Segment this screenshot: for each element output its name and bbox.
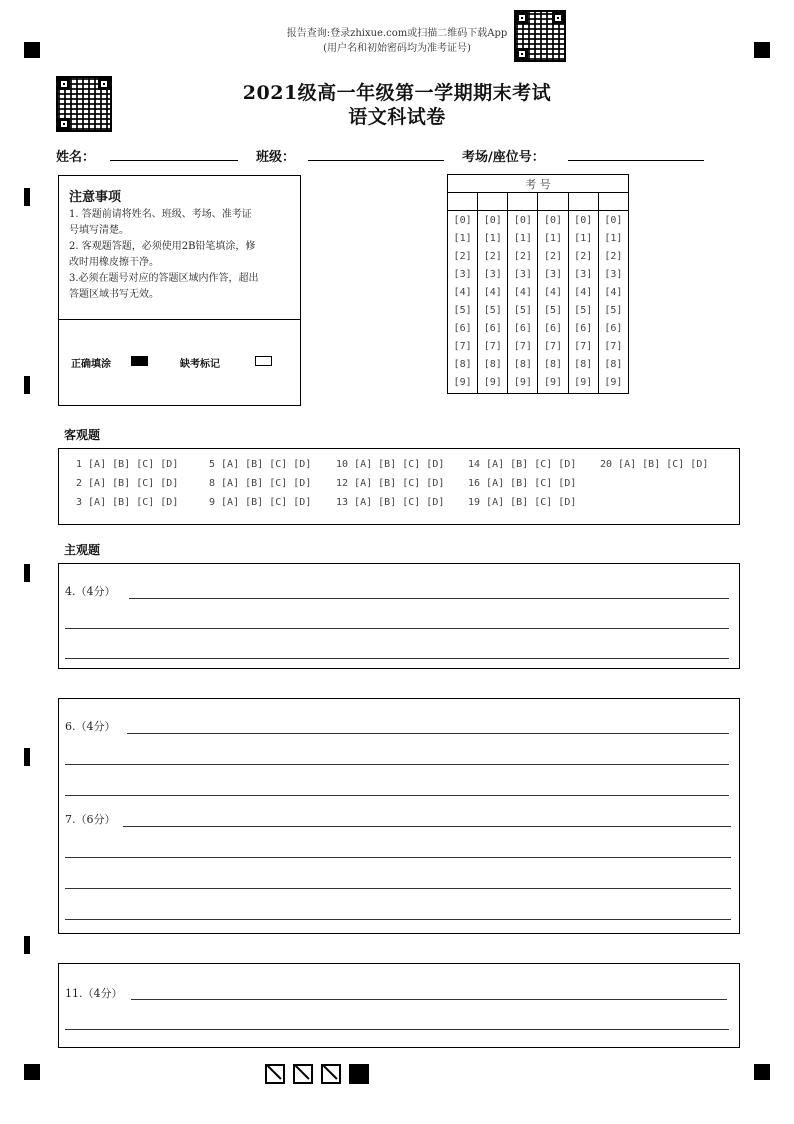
subjective-section-title: 主观题 <box>64 543 101 557</box>
digit-option[interactable]: [0] <box>544 215 563 226</box>
answer-box-q6-q7 <box>58 698 740 934</box>
question-4-label: 4.（4分） <box>65 585 116 598</box>
digit-option[interactable]: [5] <box>513 305 532 316</box>
answer-line[interactable] <box>65 795 729 796</box>
exam-number-column <box>568 211 598 394</box>
mcq-item[interactable]: 3 [A] [B] [C] [D] <box>76 497 179 508</box>
digit-option[interactable]: [1] <box>544 233 563 244</box>
digit-option[interactable]: [7] <box>574 341 593 352</box>
digit-option[interactable]: [1] <box>513 233 532 244</box>
answer-line[interactable] <box>65 857 731 858</box>
mcq-item[interactable]: 5 [A] [B] [C] [D] <box>209 459 312 470</box>
exam-number-write-cell[interactable] <box>478 193 508 211</box>
digit-option[interactable]: [3] <box>453 269 472 280</box>
class-field[interactable] <box>308 160 444 161</box>
room-seat-label: 考场/座位号： <box>462 150 545 165</box>
notice-item: 1. 答题前请将姓名、班级、考场、准考证 <box>69 209 252 220</box>
digit-option[interactable]: [6] <box>483 323 502 334</box>
digit-option[interactable]: [1] <box>453 233 472 244</box>
digit-option[interactable]: [5] <box>574 305 593 316</box>
digit-option[interactable]: [1] <box>483 233 502 244</box>
mcq-item[interactable]: 14 [A] [B] [C] [D] <box>468 459 577 470</box>
answer-line[interactable] <box>127 733 729 734</box>
correct-fill-sample <box>131 356 148 366</box>
digit-option[interactable]: [5] <box>604 305 623 316</box>
timing-mark <box>24 936 30 954</box>
digit-option[interactable]: [7] <box>604 341 623 352</box>
page-code-box <box>265 1064 285 1084</box>
objective-answer-box <box>58 448 740 525</box>
digit-option[interactable]: [3] <box>574 269 593 280</box>
absent-mark-label: 缺考标记 <box>180 359 220 370</box>
digit-option[interactable]: [8] <box>574 359 593 370</box>
digit-option[interactable]: [4] <box>574 287 593 298</box>
answer-box-q11 <box>58 963 740 1048</box>
notice-divider <box>59 319 300 320</box>
mcq-item[interactable]: 19 [A] [B] [C] [D] <box>468 497 577 508</box>
digit-option[interactable]: [1] <box>574 233 593 244</box>
digit-option[interactable]: [7] <box>453 341 472 352</box>
notice-item: 答题区域书写无效。 <box>69 289 159 300</box>
exam-number-write-cell[interactable] <box>538 193 568 211</box>
digit-option[interactable]: [2] <box>453 251 472 262</box>
exam-number-column <box>448 211 478 394</box>
digit-option[interactable]: [2] <box>483 251 502 262</box>
digit-option[interactable]: [6] <box>604 323 623 334</box>
digit-option[interactable]: [6] <box>544 323 563 334</box>
notice-item: 号填写清楚。 <box>69 225 129 236</box>
question-11-label: 11.（4分） <box>65 987 123 1000</box>
digit-option[interactable]: [8] <box>513 359 532 370</box>
name-label: 姓名： <box>56 150 96 165</box>
digit-option[interactable]: [4] <box>544 287 563 298</box>
notice-item: 3.必须在题号对应的答题区域内作答，超出 <box>69 273 259 284</box>
digit-option[interactable]: [7] <box>513 341 532 352</box>
exam-number-write-cell[interactable] <box>568 193 598 211</box>
exam-number-header: 考 号 <box>448 175 629 193</box>
answer-line[interactable] <box>129 598 729 599</box>
name-field[interactable] <box>110 160 238 161</box>
login-hint-note: (用户名和初始密码均为准考证号) <box>323 43 471 54</box>
timing-mark <box>24 188 30 206</box>
mcq-item[interactable]: 20 [A] [B] [C] [D] <box>600 459 709 470</box>
absent-mark-box[interactable] <box>255 356 272 366</box>
digit-option[interactable]: [4] <box>483 287 502 298</box>
timing-mark <box>24 748 30 766</box>
digit-option[interactable]: [2] <box>544 251 563 262</box>
digit-option[interactable]: [0] <box>574 215 593 226</box>
report-query-note: 报告查询:登录zhixue.com或扫描二维码下载App <box>286 28 508 39</box>
digit-option[interactable]: [8] <box>483 359 502 370</box>
mcq-item[interactable]: 12 [A] [B] [C] [D] <box>336 478 445 489</box>
notice-list <box>69 207 297 303</box>
registration-mark-bottom-left <box>24 1064 40 1080</box>
digit-option[interactable]: [6] <box>513 323 532 334</box>
answer-line[interactable] <box>65 888 731 889</box>
digit-option[interactable]: [9] <box>574 377 593 388</box>
digit-option[interactable]: [9] <box>453 377 472 388</box>
exam-subject: 语文科试卷 <box>348 106 446 128</box>
notice-title: 注意事项 <box>69 190 122 205</box>
correct-fill-label: 正确填涂 <box>71 359 111 370</box>
digit-option[interactable]: [7] <box>483 341 502 352</box>
answer-line[interactable] <box>65 1029 729 1030</box>
digit-option[interactable]: [3] <box>544 269 563 280</box>
mcq-item[interactable]: 2 [A] [B] [C] [D] <box>76 478 179 489</box>
exam-number-column <box>598 211 628 394</box>
exam-number-write-cell[interactable] <box>448 193 478 211</box>
objective-section-title: 客观题 <box>64 428 101 442</box>
digit-option[interactable]: [3] <box>513 269 532 280</box>
registration-mark-bottom-right <box>754 1064 770 1080</box>
digit-option[interactable]: [9] <box>604 377 623 388</box>
digit-option[interactable]: [3] <box>604 269 623 280</box>
digit-option[interactable]: [9] <box>483 377 502 388</box>
digit-option[interactable]: [7] <box>544 341 563 352</box>
mcq-item[interactable]: 9 [A] [B] [C] [D] <box>209 497 312 508</box>
digit-option[interactable]: [0] <box>453 215 472 226</box>
digit-option[interactable]: [9] <box>513 377 532 388</box>
notice-item: 改时用橡皮擦干净。 <box>69 257 159 268</box>
mcq-item[interactable]: 13 [A] [B] [C] [D] <box>336 497 445 508</box>
timing-mark <box>24 376 30 394</box>
digit-option[interactable]: [1] <box>604 233 623 244</box>
answer-line[interactable] <box>65 658 729 659</box>
timing-mark <box>24 564 30 582</box>
digit-option[interactable]: [5] <box>483 305 502 316</box>
class-label: 班级： <box>256 150 296 165</box>
digit-option[interactable]: [3] <box>483 269 502 280</box>
question-6-label: 6.（4分） <box>65 720 116 733</box>
digit-option[interactable]: [9] <box>544 377 563 388</box>
exam-number-write-cell[interactable] <box>598 193 628 211</box>
digit-option[interactable]: [4] <box>453 287 472 298</box>
answer-box-q4 <box>58 563 740 669</box>
answer-line[interactable] <box>65 919 731 920</box>
digit-option[interactable]: [8] <box>453 359 472 370</box>
digit-option[interactable]: [2] <box>604 251 623 262</box>
digit-option[interactable]: [8] <box>544 359 563 370</box>
notice-item: 2. 客观题答题，必须使用2B铅笔填涂，修 <box>69 241 256 252</box>
digit-option[interactable]: [2] <box>513 251 532 262</box>
room-seat-field[interactable] <box>568 160 704 161</box>
exam-number-column <box>538 211 568 394</box>
digit-option[interactable]: [0] <box>604 215 623 226</box>
answer-line[interactable] <box>65 628 729 629</box>
digit-option[interactable]: [6] <box>574 323 593 334</box>
exam-title: 2021级高一年级第一学期期末考试 <box>242 82 552 104</box>
mcq-item[interactable]: 16 [A] [B] [C] [D] <box>468 478 577 489</box>
digit-option[interactable]: [4] <box>513 287 532 298</box>
digit-option[interactable]: [5] <box>544 305 563 316</box>
digit-option[interactable]: [6] <box>453 323 472 334</box>
mcq-item[interactable]: 8 [A] [B] [C] [D] <box>209 478 312 489</box>
mcq-item[interactable]: 10 [A] [B] [C] [D] <box>336 459 445 470</box>
mcq-item[interactable]: 1 [A] [B] [C] [D] <box>76 459 179 470</box>
answer-line[interactable] <box>123 826 731 827</box>
exam-number-column <box>478 211 508 394</box>
digit-option[interactable]: [0] <box>513 215 532 226</box>
answer-line[interactable] <box>131 999 727 1000</box>
question-7-label: 7.（6分） <box>65 813 116 826</box>
digit-option[interactable]: [0] <box>483 215 502 226</box>
digit-option[interactable]: [8] <box>604 359 623 370</box>
exam-number-column <box>508 211 538 394</box>
digit-option[interactable]: [4] <box>604 287 623 298</box>
exam-number-grid <box>447 174 629 394</box>
page-code-box-filled <box>349 1064 369 1084</box>
answer-line[interactable] <box>65 764 729 765</box>
page-code-box <box>293 1064 313 1084</box>
notice-box <box>58 175 301 406</box>
digit-option[interactable]: [2] <box>574 251 593 262</box>
digit-option[interactable]: [5] <box>453 305 472 316</box>
exam-number-write-cell[interactable] <box>508 193 538 211</box>
page-code-box <box>321 1064 341 1084</box>
